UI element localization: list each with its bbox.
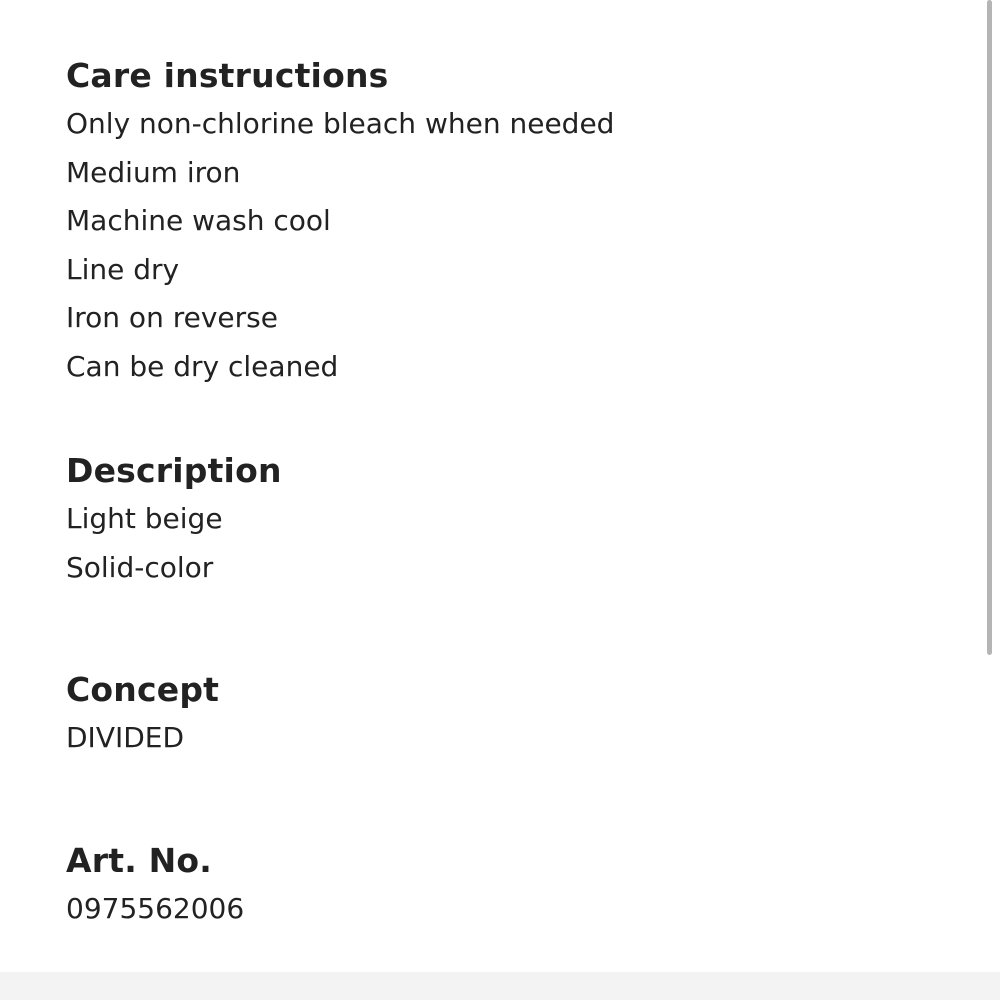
- bottom-bar: [0, 972, 1000, 1000]
- care-instructions-list: [66, 100, 960, 391]
- product-details-content: [66, 52, 960, 933]
- concept-list: [66, 714, 960, 763]
- article-number-list: [66, 885, 960, 934]
- care-instruction-item: Line dry: [66, 252, 180, 286]
- care-instruction-item: Machine wash cool: [66, 204, 331, 237]
- article-number-value: 0975562006: [66, 891, 245, 925]
- care-instruction-item: Iron on reverse: [66, 301, 278, 334]
- description-item: Light beige: [66, 502, 223, 535]
- concept-section: [66, 666, 960, 763]
- concept-value: DIVIDED: [66, 721, 185, 754]
- care-instruction-item: Can be dry cleaned: [66, 349, 339, 383]
- article-number-section: [66, 837, 960, 934]
- description-section: [66, 447, 960, 592]
- description-title: Description: [66, 451, 282, 490]
- care-instructions-section: [66, 52, 960, 391]
- care-instruction-item: Only non-chlorine bleach when needed: [66, 107, 615, 140]
- description-item: Solid-color: [66, 550, 214, 584]
- care-instruction-item: Medium iron: [66, 155, 241, 189]
- care-instructions-title: Care instructions: [66, 56, 389, 95]
- description-list: [66, 495, 960, 592]
- article-number-title: Art. No.: [66, 840, 213, 880]
- vertical-scrollbar[interactable]: [987, 0, 992, 655]
- concept-title: Concept: [66, 670, 220, 709]
